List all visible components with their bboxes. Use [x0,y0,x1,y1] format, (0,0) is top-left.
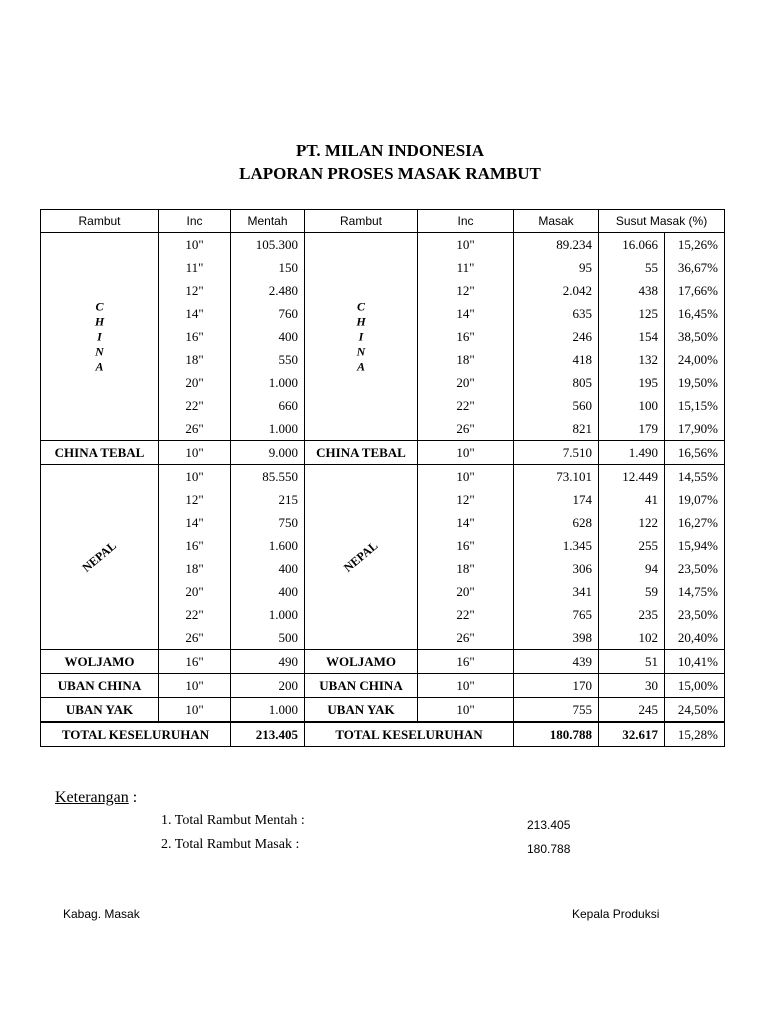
mentah-cell: 1.000 [231,371,305,394]
china-label-2: C H I N A [356,299,366,373]
total-label-2: TOTAL KESELURUHAN [305,722,514,747]
masak-cell: 1.345 [514,534,599,557]
single-2-label: UBAN YAK [41,698,159,723]
report-table [40,209,725,747]
susut-pct-cell: 19,50% [665,371,725,394]
susut-cell: 94 [599,557,665,580]
mentah-cell: 500 [231,626,305,650]
inc-cell: 18" [159,348,231,371]
susut-pct-cell: 10,41% [665,650,725,674]
single-1-label-2: UBAN CHINA [305,674,418,698]
mentah-cell: 760 [231,302,305,325]
total-susut: 32.617 [599,722,665,747]
mentah-cell: 1.000 [231,603,305,626]
susut-pct-cell: 17,90% [665,417,725,441]
nepal-label-cell-2 [305,465,418,650]
masak-cell: 418 [514,348,599,371]
header-inc: Inc [159,210,231,233]
inc-cell-2: 10" [418,674,514,698]
masak-cell: 170 [514,674,599,698]
header-inc-2: Inc [418,210,514,233]
susut-cell: 41 [599,488,665,511]
header-row [41,210,725,233]
inc-cell: 16" [159,325,231,348]
susut-pct-cell: 15,94% [665,534,725,557]
inc-cell-2: 10" [418,441,514,465]
mentah-cell: 1.000 [231,417,305,441]
susut-cell: 59 [599,580,665,603]
mentah-cell: 150 [231,256,305,279]
inc-cell: 10" [159,674,231,698]
single-0-row [41,650,725,674]
report-title: LAPORAN PROSES MASAK RAMBUT [239,164,541,183]
susut-cell: 132 [599,348,665,371]
masak-cell: 439 [514,650,599,674]
susut-cell: 55 [599,256,665,279]
keterangan-line-1: 1. Total Rambut Mentah : [161,813,305,828]
china-tebal-label-2: CHINA TEBAL [305,441,418,465]
inc-cell: 22" [159,394,231,417]
inc-cell-2: 26" [418,417,514,441]
susut-cell: 1.490 [599,441,665,465]
keterangan-title: Keterangan [55,789,129,806]
inc-cell: 11" [159,256,231,279]
inc-cell: 16" [159,650,231,674]
susut-pct-cell: 23,50% [665,557,725,580]
susut-pct-cell: 16,45% [665,302,725,325]
inc-cell-2: 14" [418,511,514,534]
susut-cell: 179 [599,417,665,441]
keterangan-value-1: 213.405 [527,818,571,832]
mentah-cell: 1.600 [231,534,305,557]
mentah-cell: 550 [231,348,305,371]
total-mentah: 213.405 [231,722,305,747]
masak-cell: 805 [514,371,599,394]
china-tebal-row [41,441,725,465]
mentah-cell: 400 [231,580,305,603]
nepal-row [41,465,725,489]
mentah-cell: 85.550 [231,465,305,489]
mentah-cell: 200 [231,674,305,698]
susut-cell: 195 [599,371,665,394]
masak-cell: 755 [514,698,599,723]
china-label-cell [41,233,159,441]
china-row [41,233,725,257]
susut-pct-cell: 24,00% [665,348,725,371]
inc-cell-2: 18" [418,348,514,371]
nepal-label-cell [41,465,159,650]
header-mentah: Mentah [231,210,305,233]
inc-cell: 22" [159,603,231,626]
signature-kepala-produksi: Kepala Produksi [572,907,660,921]
inc-cell-2: 22" [418,394,514,417]
inc-cell-2: 14" [418,302,514,325]
masak-cell: 765 [514,603,599,626]
susut-cell: 30 [599,674,665,698]
signature-kabag-masak: Kabag. Masak [63,907,140,921]
single-2-row [41,698,725,723]
inc-cell: 14" [159,302,231,325]
inc-cell-2: 26" [418,626,514,650]
susut-cell: 102 [599,626,665,650]
inc-cell: 16" [159,534,231,557]
susut-pct-cell: 17,66% [665,279,725,302]
header-susut-masak: Susut Masak (%) [599,210,725,233]
inc-cell-2: 16" [418,650,514,674]
inc-cell-2: 10" [418,698,514,723]
inc-cell-2: 12" [418,488,514,511]
susut-cell: 12.449 [599,465,665,489]
keterangan-line-2: 2. Total Rambut Masak : [161,837,300,852]
masak-cell: 560 [514,394,599,417]
susut-pct-cell: 14,75% [665,580,725,603]
susut-pct-cell: 15,26% [665,233,725,257]
keterangan-colon: : [128,789,138,806]
masak-cell: 635 [514,302,599,325]
masak-cell: 628 [514,511,599,534]
inc-cell: 26" [159,626,231,650]
masak-cell: 398 [514,626,599,650]
susut-pct-cell: 15,15% [665,394,725,417]
masak-cell: 2.042 [514,279,599,302]
susut-cell: 51 [599,650,665,674]
susut-cell: 245 [599,698,665,723]
masak-cell: 246 [514,325,599,348]
susut-pct-cell: 24,50% [665,698,725,723]
masak-cell: 95 [514,256,599,279]
inc-cell-2: 18" [418,557,514,580]
susut-cell: 16.066 [599,233,665,257]
susut-pct-cell: 16,27% [665,511,725,534]
inc-cell-2: 16" [418,534,514,557]
susut-cell: 438 [599,279,665,302]
mentah-cell: 9.000 [231,441,305,465]
header-rambut-2: Rambut [305,210,418,233]
header-masak: Masak [514,210,599,233]
total-row [41,722,725,747]
inc-cell: 12" [159,279,231,302]
mentah-cell: 215 [231,488,305,511]
susut-pct-cell: 38,50% [665,325,725,348]
inc-cell-2: 11" [418,256,514,279]
inc-cell: 20" [159,371,231,394]
total-pct: 15,28% [665,722,725,747]
nepal-label: NEPAL [79,538,119,575]
masak-cell: 306 [514,557,599,580]
single-1-label: UBAN CHINA [41,674,159,698]
inc-cell-2: 22" [418,603,514,626]
susut-pct-cell: 20,40% [665,626,725,650]
mentah-cell: 2.480 [231,279,305,302]
masak-cell: 89.234 [514,233,599,257]
inc-cell: 10" [159,233,231,257]
mentah-cell: 1.000 [231,698,305,723]
susut-cell: 122 [599,511,665,534]
total-label: TOTAL KESELURUHAN [41,722,231,747]
susut-pct-cell: 16,56% [665,441,725,465]
header-rambut: Rambut [41,210,159,233]
single-2-label-2: UBAN YAK [305,698,418,723]
susut-pct-cell: 14,55% [665,465,725,489]
china-tebal-label: CHINA TEBAL [41,441,159,465]
inc-cell: 10" [159,698,231,723]
mentah-cell: 490 [231,650,305,674]
inc-cell: 14" [159,511,231,534]
inc-cell-2: 16" [418,325,514,348]
mentah-cell: 400 [231,557,305,580]
susut-cell: 100 [599,394,665,417]
masak-cell: 174 [514,488,599,511]
nepal-label-2: NEPAL [340,538,381,575]
inc-cell-2: 12" [418,279,514,302]
inc-cell: 12" [159,488,231,511]
inc-cell-2: 20" [418,580,514,603]
single-0-label-2: WOLJAMO [305,650,418,674]
mentah-cell: 400 [231,325,305,348]
mentah-cell: 660 [231,394,305,417]
susut-cell: 255 [599,534,665,557]
susut-pct-cell: 15,00% [665,674,725,698]
china-label: C H I N A [94,299,105,373]
masak-cell: 341 [514,580,599,603]
susut-cell: 154 [599,325,665,348]
inc-cell: 26" [159,417,231,441]
susut-pct-cell: 23,50% [665,603,725,626]
single-1-row [41,674,725,698]
masak-cell: 73.101 [514,465,599,489]
susut-pct-cell: 36,67% [665,256,725,279]
china-label-cell-2 [305,233,418,441]
inc-cell-2: 10" [418,233,514,257]
inc-cell: 10" [159,465,231,489]
susut-cell: 125 [599,302,665,325]
single-0-label: WOLJAMO [41,650,159,674]
total-masak: 180.788 [514,722,599,747]
keterangan-heading [55,789,137,807]
keterangan-value-2: 180.788 [527,842,571,856]
inc-cell: 18" [159,557,231,580]
inc-cell: 10" [159,441,231,465]
masak-cell: 7.510 [514,441,599,465]
susut-pct-cell: 19,07% [665,488,725,511]
mentah-cell: 750 [231,511,305,534]
masak-cell: 821 [514,417,599,441]
inc-cell-2: 20" [418,371,514,394]
company-title: PT. MILAN INDONESIA [295,141,485,160]
inc-cell: 20" [159,580,231,603]
inc-cell-2: 10" [418,465,514,489]
susut-cell: 235 [599,603,665,626]
mentah-cell: 105.300 [231,233,305,257]
